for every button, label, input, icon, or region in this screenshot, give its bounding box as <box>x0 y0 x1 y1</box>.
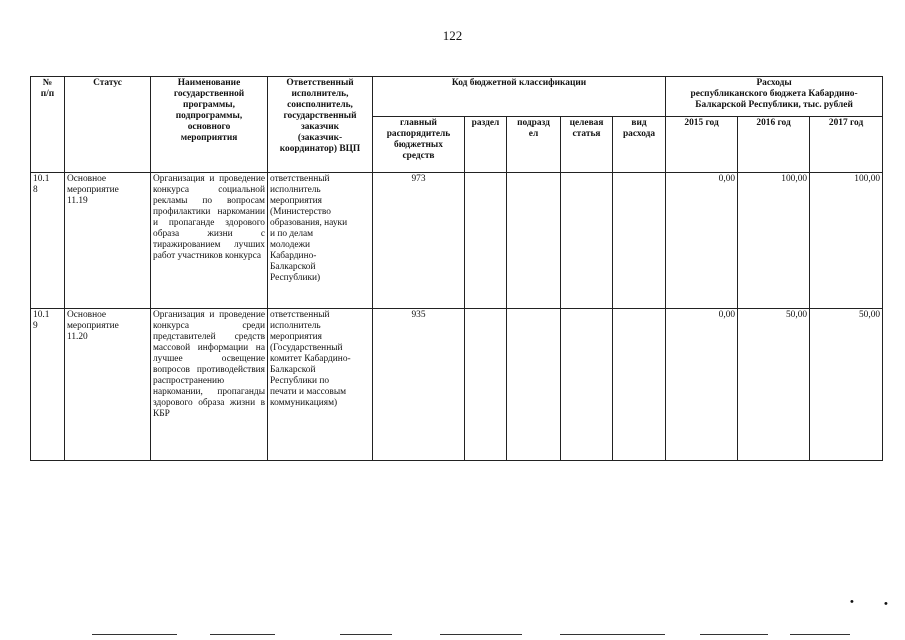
row-section <box>465 309 507 461</box>
header-responsible: Ответственный исполнитель, соисполнитель, государственный заказчик (заказчик- координатор) ВЦП <box>268 77 373 173</box>
header-subsection: подразд ел <box>507 117 561 173</box>
header-num: № п/п <box>31 77 65 173</box>
scan-speck: • <box>884 598 888 610</box>
row-year-2015: 0,00 <box>666 309 738 461</box>
scan-line <box>92 634 177 635</box>
scan-line <box>790 634 850 635</box>
row-year-2015: 0,00 <box>666 173 738 309</box>
header-main-manager: главный распорядитель бюджетных средств <box>373 117 465 173</box>
table-row <box>31 309 883 461</box>
row-num: 10.1 9 <box>31 309 65 461</box>
row-responsible: ответственный исполнитель мероприятия (Министерство образования, науки и по делам молодежи Кабардино- Балкарской Республики) <box>268 173 373 309</box>
header-budget-code: Код бюджетной классификации <box>373 77 666 117</box>
row-expense-type <box>613 173 666 309</box>
header-expense-type: вид расхода <box>613 117 666 173</box>
row-subsection <box>507 173 561 309</box>
row-status: Основное мероприятие 11.19 <box>65 173 151 309</box>
row-year-2016: 50,00 <box>738 309 810 461</box>
header-status: Статус <box>65 77 151 173</box>
header-target-item: целевая статья <box>561 117 613 173</box>
budget-table <box>30 76 883 461</box>
row-main-manager: 973 <box>373 173 465 309</box>
row-year-2017: 100,00 <box>810 173 883 309</box>
scan-speck: • <box>850 596 854 608</box>
scan-line <box>210 634 275 635</box>
row-expense-type <box>613 309 666 461</box>
row-target-item <box>561 173 613 309</box>
row-year-2017: 50,00 <box>810 309 883 461</box>
row-status: Основное мероприятие 11.20 <box>65 309 151 461</box>
row-name: Организация и проведение конкурса среди представителей средств массовой информации на лучшее освещение вопросов противодействия распространению наркомании, пропаганды здорового образа жизни в КБР <box>151 309 268 461</box>
row-responsible: ответственный исполнитель мероприятия (Государственный комитет Кабардино- Балкарской Республики по печати и массовым коммуникациям) <box>268 309 373 461</box>
row-subsection <box>507 309 561 461</box>
header-year-2016: 2016 год <box>738 117 810 173</box>
row-num: 10.1 8 <box>31 173 65 309</box>
scan-line <box>560 634 665 635</box>
header-year-2017: 2017 год <box>810 117 883 173</box>
table-row <box>31 173 883 309</box>
page-number: 122 <box>442 28 463 43</box>
header-year-2015: 2015 год <box>666 117 738 173</box>
header-expenses: Расходы республиканского бюджета Кабардино- Балкарской Республики, тыс. рублей <box>666 77 883 117</box>
row-year-2016: 100,00 <box>738 173 810 309</box>
scan-line <box>340 634 392 635</box>
scan-line <box>440 634 522 635</box>
scan-line <box>700 634 768 635</box>
row-name: Организация и проведение конкурса социальной рекламы по вопросам профилактики наркомании и пропаганде здорового образа жизни с тиражированием лучших работ участников конкурса <box>151 173 268 309</box>
row-section <box>465 173 507 309</box>
header-name: Наименование государственной программы, подпрограммы, основного мероприятия <box>151 77 268 173</box>
header-section: раздел <box>465 117 507 173</box>
row-target-item <box>561 309 613 461</box>
row-main-manager: 935 <box>373 309 465 461</box>
